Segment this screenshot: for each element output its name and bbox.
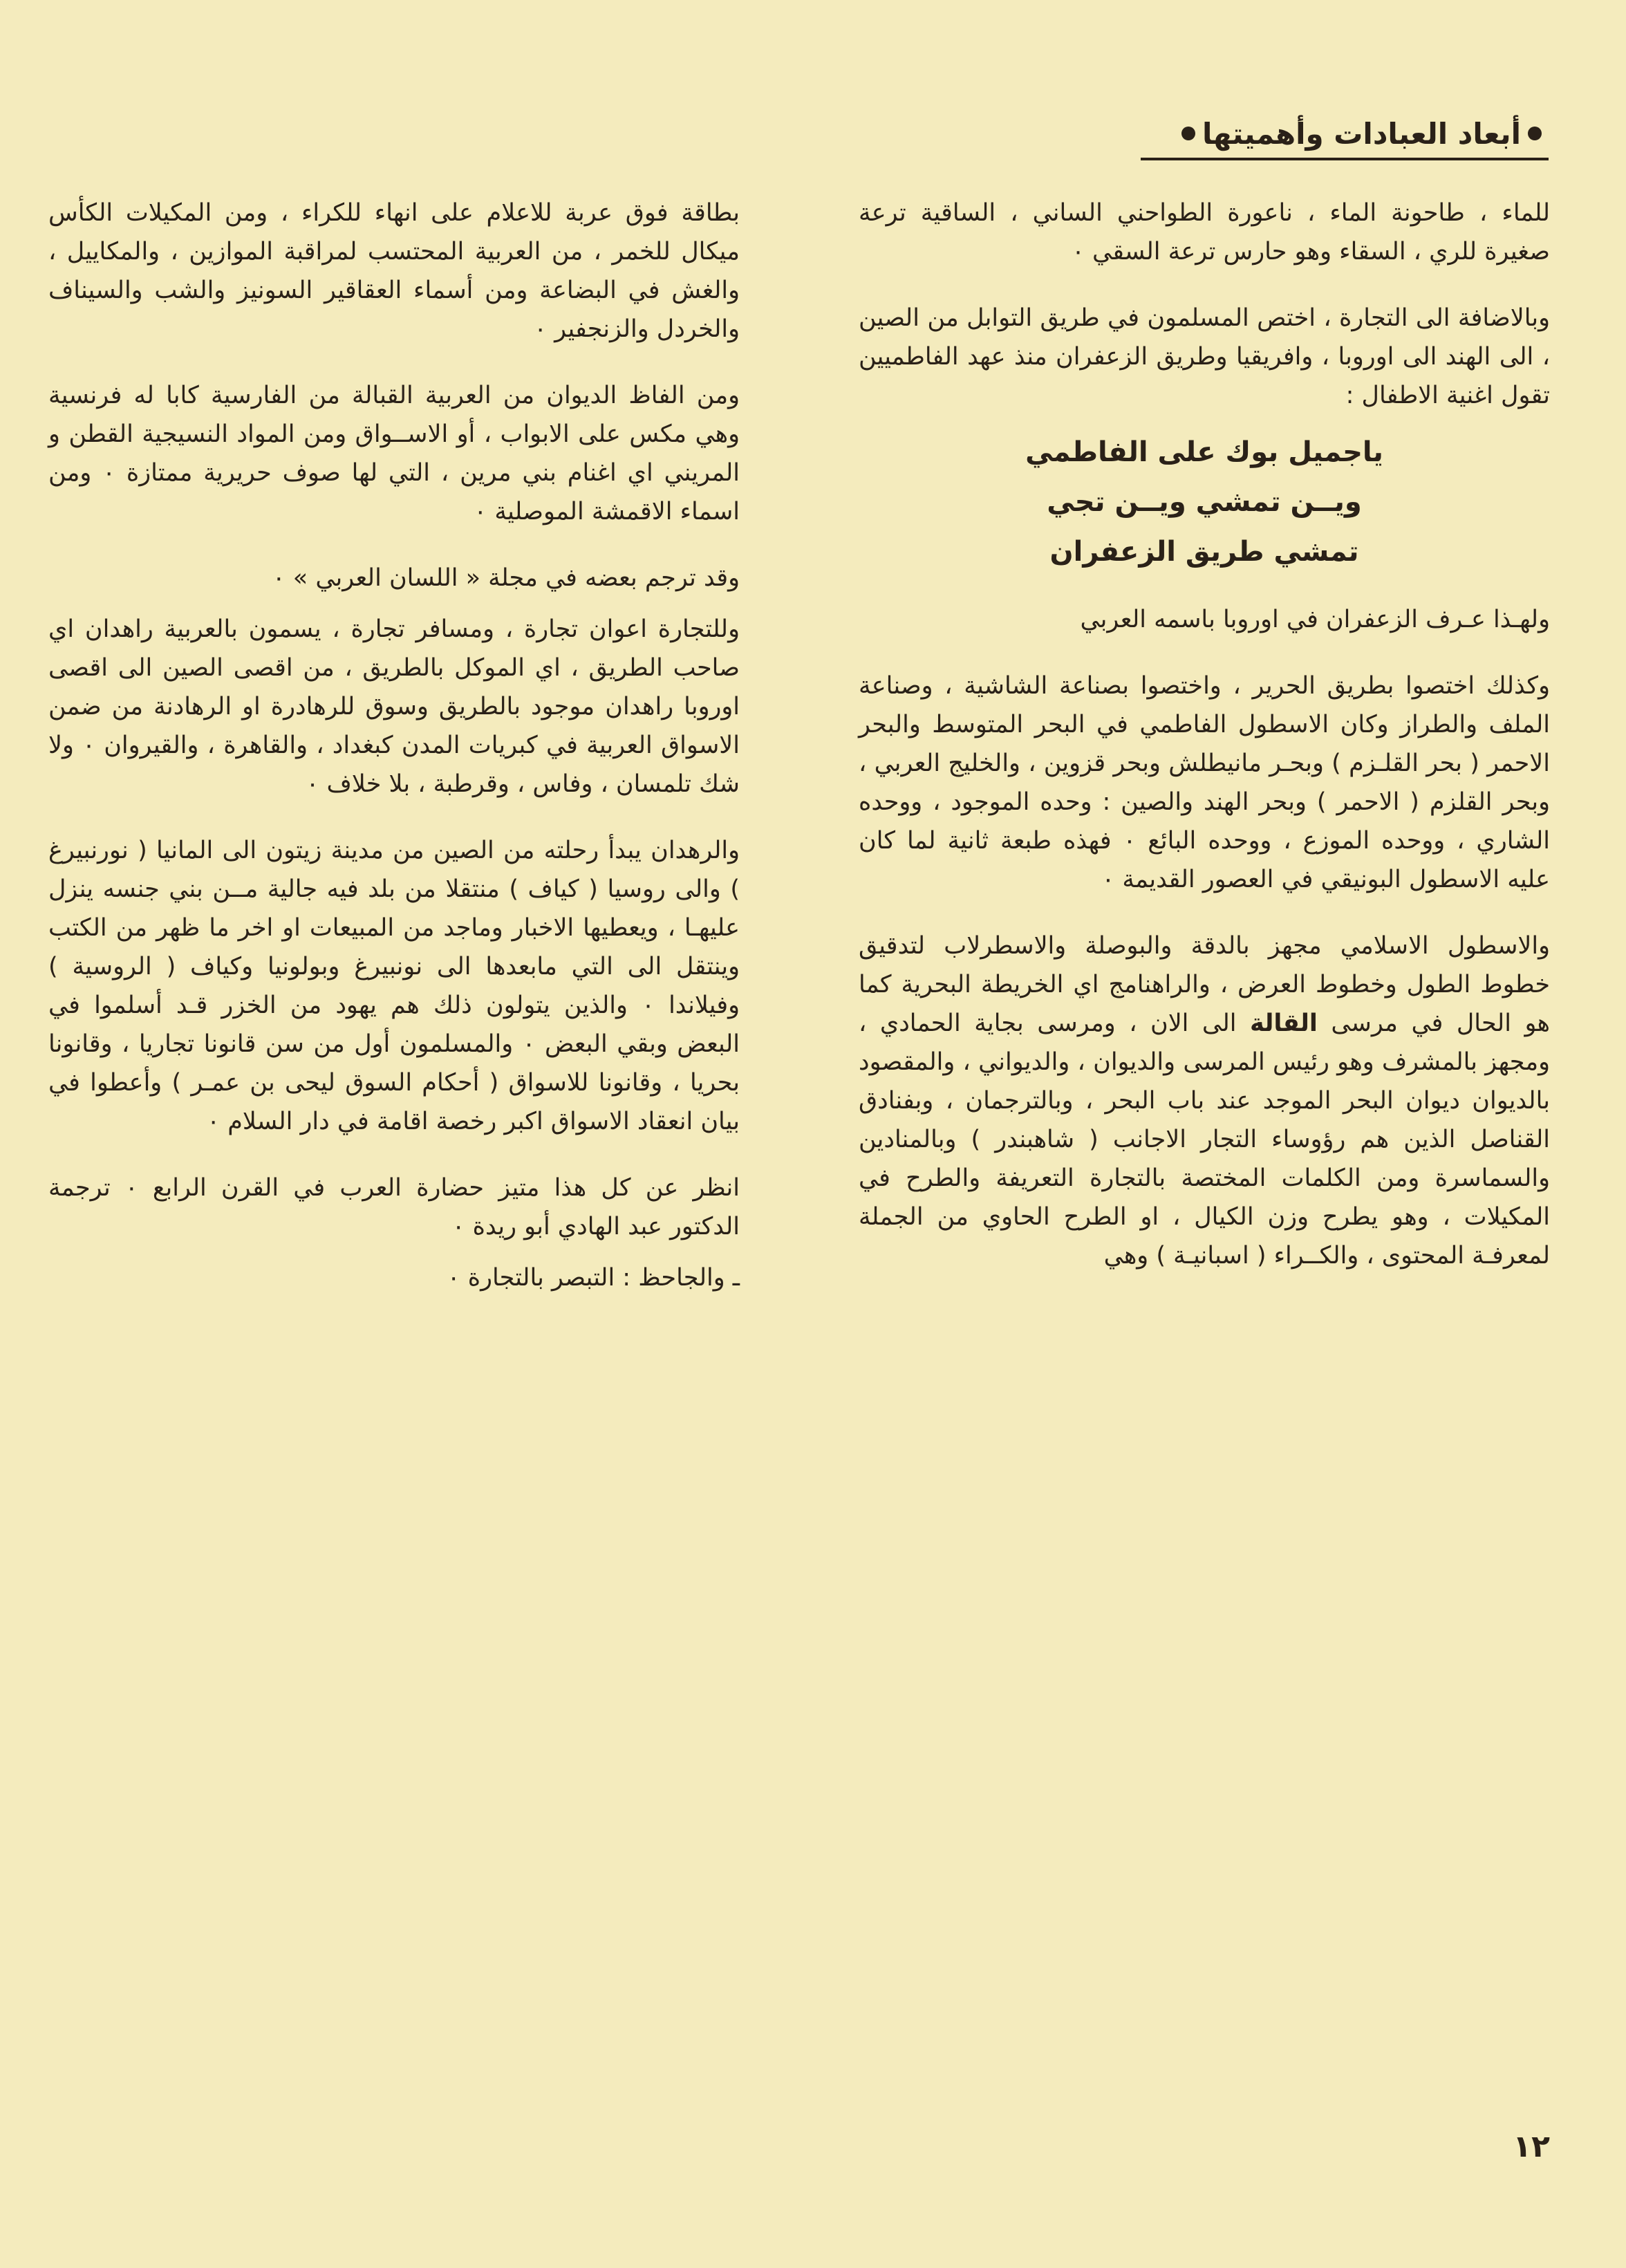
section-header [1141, 109, 1549, 160]
bullet-icon [1181, 127, 1195, 140]
paragraph [859, 927, 1550, 1275]
footnote: ـ والجاحظ : التبصر بالتجارة ٠ [447, 1264, 740, 1292]
paragraph: ومن الفاظ الديوان من العربية القبالة من الفارسية كابا له فرنسية وهي مكس على الابواب ، أو الاســواق ومن المواد النسيجية القطن و المريني اي اغنام بني مرين ، التي لها صوف حريرية ممتازة ٠ ومن اسماء الاقمشة الموصلية ٠ [48, 382, 740, 526]
paragraph-text: والاسطول الاسلامي مجهز بالدقة والبوصلة والاسطرلاب لتدقيق خطوط الطول وخطوط العرض ، والراهنامج اي الخريطة البحرية كما هو الحال في مرسى [859, 932, 1550, 1037]
paragraph: وقد ترجم بعضه في مجلة « اللسان العربي » ٠ [272, 564, 740, 592]
left-column [48, 194, 740, 1325]
section-title: أبعاد العبادات وأهميتها [1202, 116, 1521, 151]
page-number: ١٢ [1513, 2129, 1550, 2164]
verse-line: تمشي طريق الزعفران [1049, 536, 1359, 568]
paragraph-text: الى الان ، ومرسى بجاية الحمادي ، ومجهز بالمشرف وهو رئيس المرسى والديوان ، والديواني ، والمقصود بالديوان ديوان البحر الموجد عند باب البحر ، وبالترجمان ، وبفنادق القناصل الذين هم رؤوساء التجار الاجانب ( شاهبندر ) وبالمنادين والسماسرة ومن الكلمات المختصة بالتجارة التعريفة والطرح في المكيلات ، وهو يطرح وزن الكيال ، او الطرح الحاوي من الجملة لمعرفـة المحتوى ، والكــراء ( اسبانيـة ) وهي [859, 1010, 1550, 1270]
paragraph: وكذلك اختصوا بطريق الحرير ، واختصوا بصناعة الشاشية ، وصناعة الملف والطراز وكان الاسطول الفاطمي في البحر المتوسط والبحر الاحمر ( بحر القلـزم ) وبحـر مانيطلش وبحر قزوين ، والخليج العربي ، وبحر القلزم ( الاحمر ) وبحر الهند والصين : وحده الموجود ، ووحده الشاري ، ووحده الموزع ، ووحده البائع ٠ فهذه طبعة ثانية لما كان عليه الاسطول البونيقي في العصور القديمة ٠ [859, 672, 1550, 893]
paragraph: والرهدان يبدأ رحلته من الصين من مدينة زيتون الى المانيا ( نورنبيرغ ) والى روسيا ( كياف ) منتقلا من بلد فيه جالية مــن بني جنسه ينزل عليهـا ، ويعطيها الاخبار وماجد من المبيعات او اخر ما ظهر من الكتب وينتقل الى التي مابعدها الى نونبيرغ وبولونيا وكياف ( الروسية ) وفيلاندا ٠ والذين يتولون ذلك هم يهود من الخزر قـد أسلموا في البعض وبقي البعض ٠ والمسلمون أول من سن قانونا تجاريا ، وقانونا بحريا ، وقانونا للاسواق ( أحكام السوق ليحى بن عمـر ) وأعطوا في بيان انعقاد الاسواق اكبر رخصة اقامة في دار السلام ٠ [48, 837, 740, 1135]
verse-line: ويــن تمشي ويــن تجي [1047, 486, 1362, 518]
paragraph: ولهـذا عـرف الزعفران في اوروبا باسمه العربي [1080, 606, 1550, 633]
children-song-verse [859, 427, 1550, 577]
emphasized-place-name: القالة [1250, 1010, 1318, 1037]
verse-line: ياجميل بوك على الفاطمي [1025, 436, 1383, 468]
bullet-icon [1528, 127, 1542, 140]
paragraph: وللتجارة اعوان تجارة ، ومسافر تجارة ، يسمون بالعربية راهدان اي صاحب الطريق ، اي الموكل بالطريق ، من اقصى الصين الى اقصى اوروبا راهدان موجود بالطريق وسوق للرهادرة او الرهادنة من ضمن الاسواق العربية في كبريات المدن كبغداد ، والقاهرة ، والقيروان ٠ ولا شك تلمسان ، وفاس ، وقرطبة ، بلا خلاف ٠ [48, 615, 740, 798]
paragraph: للماء ، طاحونة الماء ، ناعورة الطواحني الساني ، الساقية ترعة صغيرة للري ، السقاء وهو حارس ترعة السقي ٠ [859, 199, 1550, 266]
paragraph: بطاقة فوق عربة للاعلام على انهاء للكراء ، ومن المكيلات الكأس ميكال للخمر ، من العربية المحتسب لمراقبة الموازين ، والمكاييل ، والغش في البضاعة ومن أسماء العقاقير السونيز والشب والسيناف والخردل والزنجفير ٠ [48, 199, 740, 343]
right-column [859, 194, 1550, 1303]
paragraph: وبالاضافة الى التجارة ، اختص المسلمون في طريق التوابل من الصين ، الى الهند الى اوروبا ، وافريقيا وطريق الزعفران منذ عهد الفاطميين تقول اغنية الاطفال : [859, 304, 1550, 409]
footnote: انظر عن كل هذا متيز حضارة العرب في القرن الرابع ٠ ترجمة الدكتور عبد الهادي أبو ريدة ٠ [48, 1174, 740, 1240]
